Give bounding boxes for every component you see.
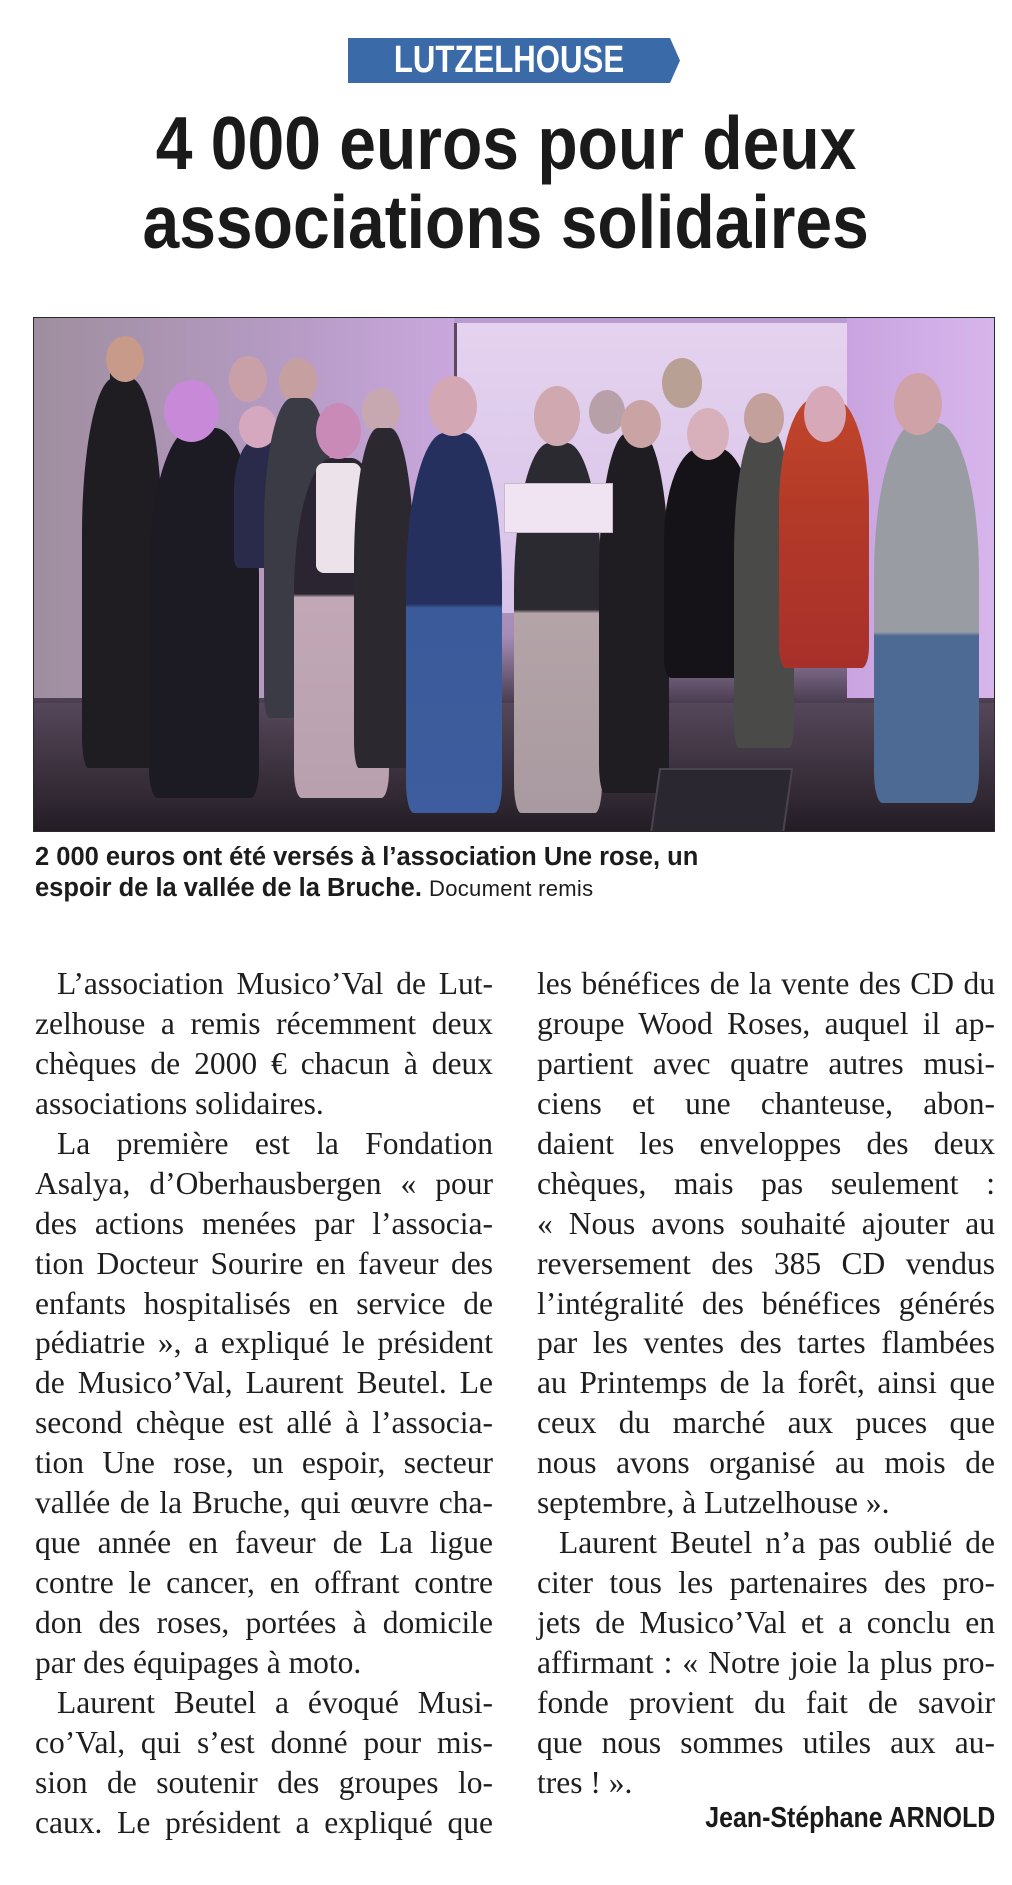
photo-cheque <box>504 483 613 533</box>
photo-stage-monitor <box>649 768 793 832</box>
caption-bold-text-2: espoir de la vallée de la Bruche. <box>35 874 422 902</box>
photo-person <box>406 433 502 813</box>
photo-person-head <box>687 408 729 460</box>
article-text-line: nous avons organisé au mois de <box>537 1445 995 1481</box>
article-text-line: pédiatrie », a expliqué le président <box>35 1325 493 1361</box>
article-text-line: des actions menées par l’associa- <box>35 1205 493 1241</box>
photo-caption <box>35 842 995 904</box>
photo-person-head <box>316 403 361 459</box>
article-text-line: par des équipages à moto. <box>35 1644 362 1680</box>
article-text-line: ceux du marché aux puces que <box>537 1405 995 1441</box>
article-text-line: septembre, à Lutzelhouse ». <box>537 1485 890 1521</box>
article-text-line: sion de soutenir des groupes lo- <box>35 1764 493 1800</box>
headline-line-2: associations solidaires <box>142 180 870 264</box>
article-text-line: de Musico’Val, Laurent Beutel. Le <box>35 1365 493 1401</box>
article-column-left <box>35 964 493 1843</box>
article-text-line: don des roses, portées à domicile <box>35 1605 493 1640</box>
article-text-line: second chèque est allé à l’associa- <box>35 1405 493 1441</box>
article-text-line: co’Val, qui s’est donné pour mis- <box>35 1724 493 1760</box>
article-column-right <box>537 964 995 1803</box>
article-text-line: fonde provient du fait de savoir <box>537 1684 995 1720</box>
photo-person-head <box>894 373 942 435</box>
article-text-line: reversement des 385 CD vendus <box>537 1245 995 1281</box>
author-byline: Jean-Stéphane ARNOLD <box>704 1802 995 1834</box>
article-text-line: enfants hospitalisés en service de <box>35 1285 493 1321</box>
photo-person-head <box>589 390 625 434</box>
caption-bold-text-1: 2 000 euros ont été versés à l’association Une rose, un <box>35 843 699 871</box>
headline <box>0 101 1012 264</box>
article-text-line: tion Docteur Sourire en faveur des <box>35 1245 493 1281</box>
article-text-line: les bénéfices de la vente des CD du <box>537 966 995 1001</box>
photo-person-head <box>164 380 219 442</box>
caption-line-1 <box>35 842 995 873</box>
article-text-line: Laurent Beutel n’a pas oublié de <box>559 1525 995 1561</box>
article-text-line: ciens et une chanteuse, abon- <box>537 1085 995 1121</box>
article-text-line: groupe Wood Roses, auquel il ap- <box>537 1005 995 1041</box>
article-text-line: affirmant : « Notre joie la plus pro- <box>537 1644 995 1680</box>
article-text-line: par les ventes des tartes flambées <box>537 1325 995 1361</box>
section-kicker <box>348 38 680 83</box>
article-text-line: zelhouse a remis récemment deux <box>35 1005 493 1041</box>
article-text-line: Laurent Beutel a évoqué Musi- <box>57 1684 493 1720</box>
headline-line-1: 4 000 euros pour deux <box>155 101 857 185</box>
article-text-line: l’intégralité des bénéfices générés <box>537 1285 995 1321</box>
caption-line-2 <box>35 873 995 904</box>
article-text-line: associations solidaires. <box>35 1085 324 1121</box>
article-text-line: contre le cancer, en offrant contre <box>35 1565 493 1601</box>
article-text-line: chèques de 2000 € chacun à deux <box>35 1045 493 1081</box>
photo-person <box>354 428 414 768</box>
article-text-line: partient avec quatre autres musi- <box>537 1045 995 1081</box>
article-text-line: citer tous les partenaires des pro- <box>537 1565 995 1601</box>
article-text-line: au Printemps de la forêt, ainsi que <box>537 1365 995 1401</box>
article-text-line: vallée de la Bruche, qui œuvre cha- <box>35 1485 493 1521</box>
article-text-line: tres ! ». <box>537 1764 633 1800</box>
article-text-line: que nous sommes utiles aux au- <box>537 1724 995 1760</box>
kicker-label: LUTZELHOUSE <box>393 39 625 81</box>
article-text-line: daient les enveloppes des deux <box>537 1125 995 1161</box>
photo-person-head <box>744 393 784 443</box>
article-text-line: « Nous avons souhaité ajouter au <box>537 1205 995 1241</box>
article-text-line: Asalya, d’Oberhausbergen « pour <box>35 1165 493 1201</box>
article-text-line: La première est la Fondation <box>57 1125 493 1161</box>
photo-person-head <box>429 376 477 436</box>
photo-person-head <box>662 358 702 408</box>
photo-person-head <box>534 386 580 446</box>
photo-credit: Document remis <box>429 876 594 901</box>
article-photo <box>33 317 995 832</box>
photo-person-head <box>106 336 144 382</box>
article-text-line: jets de Musico’Val et a conclu en <box>537 1605 995 1640</box>
photo-person-head <box>804 386 846 442</box>
photo-person-head <box>229 356 267 402</box>
photo-person-head <box>621 400 661 448</box>
article-text-line: tion Une rose, un espoir, secteur <box>35 1445 493 1481</box>
article-text-line: chèques, mais pas seulement : <box>537 1165 995 1201</box>
photo-person <box>874 423 979 803</box>
article-text-line: caux. Le président a expliqué que <box>35 1804 493 1840</box>
article-text-line: que année en faveur de La ligue <box>35 1525 493 1561</box>
article-text-line: L’association Musico’Val de Lut- <box>57 966 493 1001</box>
